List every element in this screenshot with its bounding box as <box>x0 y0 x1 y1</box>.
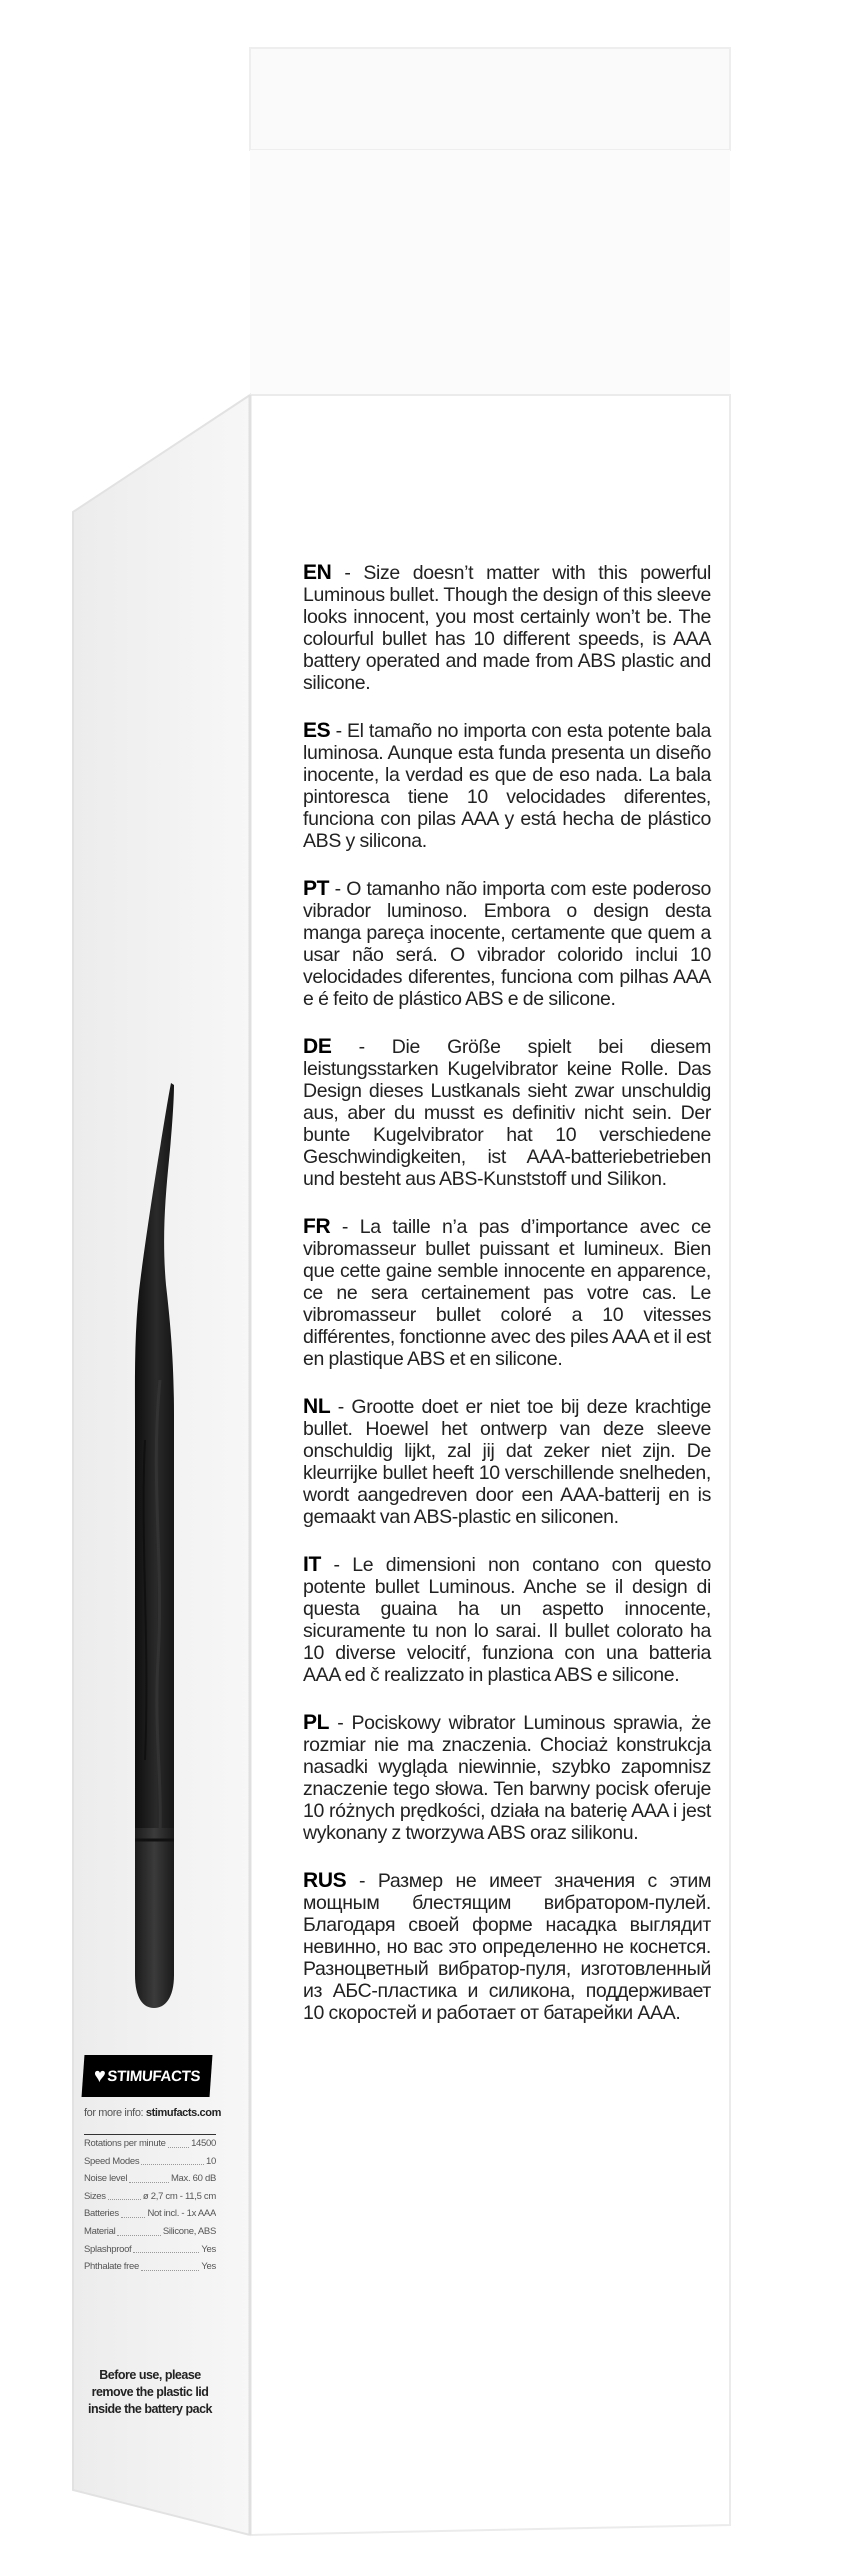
language-code: PT <box>303 877 330 900</box>
spec-label: Splashproof <box>84 2243 132 2255</box>
spec-value: 14500 <box>191 2138 216 2149</box>
spec-value: Yes <box>201 2261 216 2273</box>
language-code: FR <box>303 1215 331 1238</box>
language-code: DE <box>303 1035 332 1058</box>
language-code: PL <box>303 1711 330 1734</box>
spec-value: 10 <box>206 2155 216 2167</box>
spec-row <box>84 2153 216 2171</box>
description-nl <box>303 1396 711 1528</box>
language-code: IT <box>303 1553 321 1576</box>
spec-row <box>84 2188 216 2206</box>
spec-value: Yes <box>201 2243 216 2255</box>
product-descriptions <box>303 562 711 2050</box>
spec-row <box>84 2205 216 2223</box>
spec-value: Not incl. - 1x AAA <box>147 2208 216 2220</box>
language-code: ES <box>303 719 331 742</box>
spec-row <box>84 2135 216 2153</box>
more-info-label: for more info: <box>84 2107 144 2119</box>
description-text: - Size doesn’t matter with this powerful Luminous bullet. Though the design of this sleeve looks innocent, you most certainly won’t be. The colourful bullet has 10 different speeds, is AAA battery operated and made from ABS plastic and silicone. <box>303 562 711 694</box>
spec-row <box>84 2223 216 2241</box>
spec-row <box>84 2170 216 2188</box>
spec-label: Material <box>84 2225 116 2237</box>
description-text: - La taille n’a pas d’importance avec ce vibromasseur bullet puissant et lumineux. Bien que cette gaine semble innocente en apparence, ce ne sera certainement pas votre cas. Le vibromasseur bullet coloré a 10 vitesses différentes, fonctionne avec des piles AAA et il est en plastique ABS et en silicone. <box>303 1216 711 1370</box>
description-pt <box>303 878 711 1010</box>
more-info <box>84 2107 221 2119</box>
spec-label: Sizes <box>84 2190 106 2202</box>
brand-name: STIMUFACTS <box>106 2067 201 2085</box>
spec-row <box>84 2241 216 2259</box>
spec-label: Rotations per minute <box>84 2138 166 2149</box>
description-text: - Le dimensioni non contano con questo potente bullet Luminous. Anche se il design di questa guaina ha un aspetto innocente, sicuramente tu non lo sarai. Il bullet colorato ha 10 diverse velocitŕ, funziona con una batteria AAA ed č realizzato in plastica ABS e silicone. <box>303 1554 711 1686</box>
spec-label: Speed Modes <box>84 2155 140 2167</box>
language-code: EN <box>303 561 332 584</box>
description-es <box>303 720 711 852</box>
spec-value: ø 2,7 cm - 11,5 cm <box>142 2190 216 2202</box>
description-fr <box>303 1216 711 1370</box>
hanger-tab <box>250 48 730 150</box>
description-text: - El tamaño no importa con esta potente bala luminosa. Aunque esta funda presenta un diseño inocente, la verdad es que de eso nada. La bala pintoresca tiene 10 velocidades diferentes, funciona con pilas AAA y está hecha de plástico ABS y silicona. <box>303 720 711 852</box>
spec-value: Silicone, ABS <box>162 2225 216 2237</box>
battery-note: Before use, please remove the plastic lid inside the battery pack <box>88 2368 212 2416</box>
spec-value: Max. 60 dB <box>170 2173 216 2185</box>
language-code: RUS <box>303 1869 347 1892</box>
description-text: - Размер не имеет значения с этим мощным блестящим вибратором-пулей. Благодаря своей форме насадка выглядит невинно, но вас это определенно не коснется. Разноцветный вибратор-пуля, изготовленный из АБС-пластика и силикона, поддерживает 10 скоростей и работает от батарейки ААА. <box>303 1870 711 2024</box>
description-de <box>303 1036 711 1190</box>
description-text: - Pociskowy wibrator Luminous sprawia, że rozmiar nie ma znaczenia. Chociaż konstrukcja nasadki wygląda niewinnie, szybko zapomnisz znaczenie tego słowa. Ten barwny pocisk oferuje 10 różnych prędkości, działa na baterię AAA i jest wykonany z tworzywa ABS oraz silikonu. <box>303 1712 711 1844</box>
spec-table <box>84 2134 216 2276</box>
spec-label: Batteries <box>84 2208 119 2220</box>
description-text: - Grootte doet er niet toe bij deze krachtige bullet. Hoewel het ontwerp van deze sleeve onschuldig lijkt, zal jij dat zeker niet zijn. De kleurrijke bullet heeft 10 verschillende snelheden, wordt aangedreven door een AAA-batterij en is gemaakt van ABS-plastic en siliconen. <box>303 1396 711 1528</box>
description-pl <box>303 1712 711 1844</box>
more-info-site: stimufacts.com <box>145 2107 221 2119</box>
heart-icon: ♥ <box>93 2064 107 2087</box>
description-text: - Die Größe spielt bei diesem leistungsstarken Kugelvibrator keine Rolle. Das Design dieses Lustkanals sieht zwar unschuldig aus, aber du musst es definitiv nicht sein. Der bunte Kugelvibrator hat 10 verschiedene Geschwindigkeiten, ist AAA-batteriebetrieben und besteht aus ABS-Kunststoff und Silikon. <box>303 1036 711 1190</box>
brand-logo <box>82 2055 213 2097</box>
spec-label: Noise level <box>84 2173 128 2185</box>
language-code: NL <box>303 1395 331 1418</box>
description-text: - O tamanho não importa com este poderoso vibrador luminoso. Embora o design desta manga pareça inocente, certamente que quem a usar não será. O vibrador colorido inclui 10 velocidades diferentes, funciona com pilhas AAA e é feito de plástico ABS e de silicone. <box>303 878 711 1010</box>
description-en <box>303 562 711 694</box>
spec-label: Phthalate free <box>84 2261 139 2273</box>
description-rus <box>303 1870 711 2024</box>
description-it <box>303 1554 711 1686</box>
spec-row <box>84 2258 216 2276</box>
